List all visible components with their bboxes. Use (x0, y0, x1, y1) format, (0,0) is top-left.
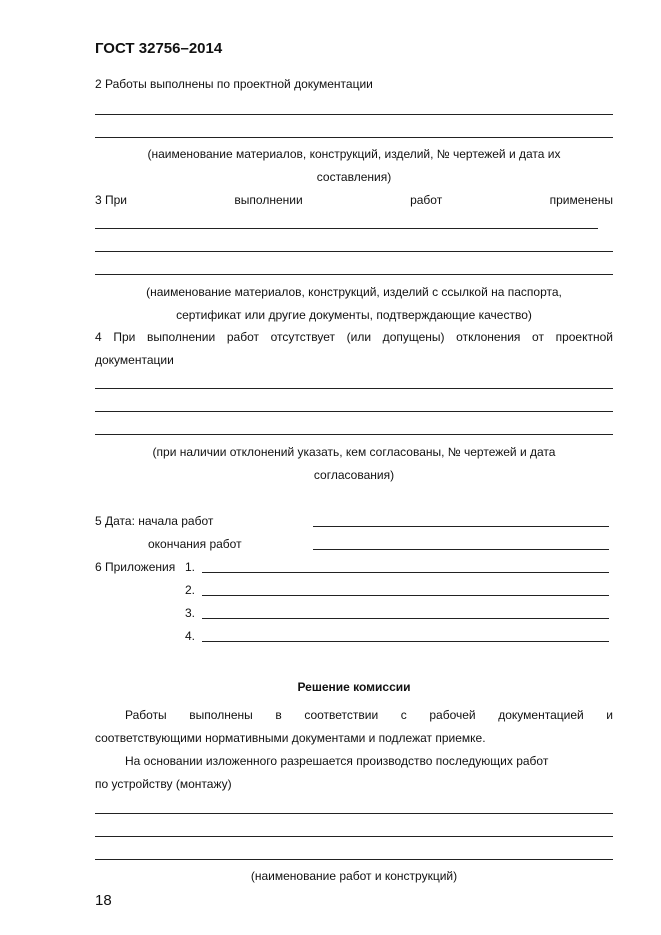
decision-word: в (275, 708, 282, 722)
section-3-word: работ (410, 193, 443, 207)
section-2-title: 2 Работы выполнены по проектной документации (95, 77, 373, 91)
fill-line[interactable] (95, 859, 613, 860)
decision-paragraph2-line1: На основании изложенного разрешается производство последующих работ (125, 754, 549, 768)
decision-caption: (наименование работ и конструкций) (250, 869, 458, 883)
section-4-caption-line1: (при наличии отклонений указать, кем согласованы, № чертежей и дата (152, 445, 556, 459)
decision-paragraph2-line2: по устройству (монтажу) (95, 777, 232, 791)
document-header: ГОСТ 32756–2014 (95, 40, 223, 57)
decision-word: выполнены (189, 708, 253, 722)
section-3-title (95, 193, 613, 207)
decision-word: соответствии (304, 708, 379, 722)
decision-word: Работы (125, 708, 167, 722)
section-3-word: применены (549, 193, 613, 207)
attachment-number: 1. (185, 560, 196, 574)
section-3-caption-line2: сертификат или другие документы, подтверждающие качество) (176, 308, 532, 322)
date-end-label: окончания работ (148, 537, 242, 551)
section-3-caption-line1: (наименование материалов, конструкций, изделий с ссылкой на паспорта, (146, 285, 562, 299)
section-2-caption-line1: (наименование материалов, конструкций, изделий, № чертежей и дата их (147, 147, 561, 161)
attachment-field[interactable] (202, 618, 609, 619)
fill-line[interactable] (95, 388, 613, 389)
fill-line[interactable] (95, 114, 613, 115)
date-end-field[interactable] (313, 549, 609, 550)
fill-line[interactable] (95, 836, 613, 837)
section-4-line2: документации (95, 353, 174, 367)
attachment-field[interactable] (202, 595, 609, 596)
section-3-word: выполнении (234, 193, 303, 207)
fill-line[interactable] (95, 813, 613, 814)
decision-paragraph1-line1 (125, 708, 613, 722)
section-4-caption-line2: согласования) (313, 468, 395, 482)
attachments-label: 6 Приложения (95, 560, 176, 574)
attachment-number: 3. (185, 606, 196, 620)
date-start-label: 5 Дата: начала работ (95, 514, 214, 528)
fill-line[interactable] (95, 137, 613, 138)
attachment-field[interactable] (202, 572, 609, 573)
fill-line[interactable] (95, 274, 613, 275)
attachment-number: 2. (185, 583, 196, 597)
attachment-number: 4. (185, 629, 196, 643)
decision-word: и (606, 708, 613, 722)
fill-line[interactable] (95, 411, 613, 412)
section-4-line1: 4 При выполнении работ отсутствует (или допущены) отклонения от проектной (95, 330, 613, 344)
decision-paragraph1-line2: соответствующими нормативными документами и подлежат приемке. (95, 731, 486, 745)
decision-title: Решение комиссии (297, 680, 411, 694)
page-number: 18 (95, 892, 112, 909)
section-3-word: 3 При (95, 193, 128, 207)
attachment-field[interactable] (202, 641, 609, 642)
date-start-field[interactable] (313, 526, 609, 527)
section-2-caption-line2: составления) (316, 170, 392, 184)
decision-word: с (400, 708, 407, 722)
fill-line[interactable] (95, 251, 613, 252)
fill-line[interactable] (95, 228, 598, 229)
decision-word: рабочей (429, 708, 476, 722)
fill-line[interactable] (95, 434, 613, 435)
decision-word: документацией (498, 708, 584, 722)
